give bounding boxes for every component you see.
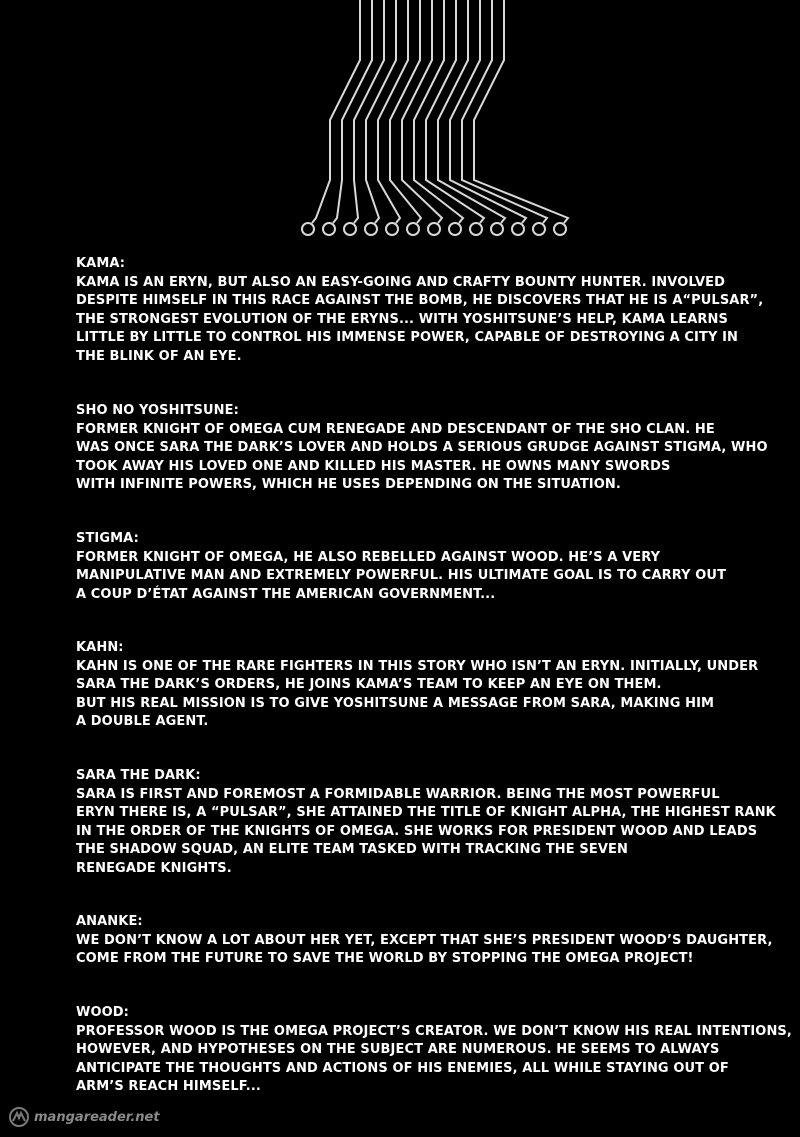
circuit-line xyxy=(474,0,568,223)
circuit-lines-graphic xyxy=(290,0,590,245)
description-line: DESPITE HIMSELF IN THIS RACE AGAINST THE BOMB, HE DISCOVERS THAT HE IS A“PULSAR”, xyxy=(76,293,764,308)
description-line: FORMER KNIGHT OF OMEGA, HE ALSO REBELLED AGAINST WOOD. HE’S A VERY xyxy=(76,549,661,565)
character-entry-wood xyxy=(76,1004,792,1097)
character-name: KAHN: xyxy=(76,640,124,655)
circuit-line xyxy=(333,0,372,223)
circuit-node xyxy=(302,223,314,235)
description-line: COME FROM THE FUTURE TO SAVE THE WORLD BY STOPPING THE OMEGA PROJECT! xyxy=(76,951,694,966)
character-name: WOOD: xyxy=(76,1005,129,1020)
description-line: TOOK AWAY HIS LOVED ONE AND KILLED HIS MASTER. HE OWNS MANY SWORDS xyxy=(76,458,671,474)
character-entry-sara-the-dark xyxy=(76,767,776,878)
description-line: ARM’S REACH HIMSELF... xyxy=(76,1079,261,1094)
description-line: THE STRONGEST EVOLUTION OF THE ERYNS... WITH YOSHITSUNE’S HELP, KAMA LEARNS xyxy=(76,311,728,327)
character-name: KAMA: xyxy=(76,256,126,271)
watermark-text: mangareader.net xyxy=(34,1109,160,1125)
description-line: HOWEVER, AND HYPOTHESES ON THE SUBJECT ARE NUMEROUS. HE SEEMS TO ALWAYS xyxy=(76,1042,720,1057)
circuit-node xyxy=(344,223,356,235)
character-name: SHO NO YOSHITSUNE: xyxy=(76,403,239,418)
description-line: ANTICIPATE THE THOUGHTS AND ACTIONS OF HIS ENEMIES, ALL WHILE STAYING OUT OF xyxy=(76,1060,729,1076)
circuit-node xyxy=(386,223,398,235)
description-line: SARA THE DARK’S ORDERS, HE JOINS KAMA’S TEAM TO KEEP AN EYE ON THEM. xyxy=(76,677,662,692)
character-name: SARA THE DARK: xyxy=(76,768,201,783)
description-line: LITTLE BY LITTLE TO CONTROL HIS IMMENSE POWER, CAPABLE OF DESTROYING A CITY IN xyxy=(76,330,739,345)
character-entry-kahn xyxy=(76,639,759,732)
description-line: ERYN THERE IS, A “PULSAR”, SHE ATTAINED THE TITLE OF KNIGHT ALPHA, THE HIGHEST RANK xyxy=(76,805,776,820)
description-line: SARA IS FIRST AND FOREMOST A FORMIDABLE WARRIOR. BEING THE MOST POWERFUL xyxy=(76,786,720,802)
circuit-node xyxy=(323,223,335,235)
mangareader-logo-icon xyxy=(8,1106,30,1128)
circuit-node xyxy=(512,223,524,235)
character-entry-sho-no-yoshitsune xyxy=(76,402,768,495)
description-line: IN THE ORDER OF THE KNIGHTS OF OMEGA. SHE WORKS FOR PRESIDENT WOOD AND LEADS xyxy=(76,823,758,839)
circuit-node xyxy=(365,223,377,235)
watermark xyxy=(8,1103,160,1131)
description-line: WAS ONCE SARA THE DARK’S LOVER AND HOLDS A SERIOUS GRUDGE AGAINST STIGMA, WHO xyxy=(76,440,768,455)
character-entry-ananke xyxy=(76,913,773,969)
circuit-node xyxy=(428,223,440,235)
description-line: A COUP D’ÉTAT AGAINST THE AMERICAN GOVERNMENT... xyxy=(76,586,496,602)
description-line: MANIPULATIVE MAN AND EXTREMELY POWERFUL. HIS ULTIMATE GOAL IS TO CARRY OUT xyxy=(76,568,727,583)
description-line: KAHN IS ONE OF THE RARE FIGHTERS IN THIS STORY WHO ISN’T AN ERYN. INITIALLY, UNDER xyxy=(76,658,759,674)
description-line: THE BLINK OF AN EYE. xyxy=(76,348,242,364)
character-name: STIGMA: xyxy=(76,531,139,546)
circuit-line xyxy=(438,0,505,223)
description-line: WITH INFINITE POWERS, WHICH HE USES DEPENDING ON THE SITUATION. xyxy=(76,477,621,492)
circuit-node xyxy=(407,223,419,235)
circuit-node xyxy=(449,223,461,235)
circuit-node xyxy=(491,223,503,235)
description-line: KAMA IS AN ERYN, BUT ALSO AN EASY-GOING AND CRAFTY BOUNTY HUNTER. INVOLVED xyxy=(76,274,726,290)
character-entry-kama xyxy=(76,255,764,366)
description-line: PROFESSOR WOOD IS THE OMEGA PROJECT’S CREATOR. WE DON’T KNOW HIS REAL INTENTIONS, xyxy=(76,1023,792,1039)
circuit-line xyxy=(378,0,408,223)
description-line: FORMER KNIGHT OF OMEGA CUM RENEGADE AND DESCENDANT OF THE SHO CLAN. HE xyxy=(76,421,715,437)
character-name: ANANKE: xyxy=(76,914,143,929)
circuit-line xyxy=(366,0,396,223)
circuit-node xyxy=(470,223,482,235)
circuit-line xyxy=(450,0,526,223)
character-entry-stigma xyxy=(76,530,756,604)
circuit-node xyxy=(533,223,545,235)
description-line: A DOUBLE AGENT. xyxy=(76,714,209,729)
circuit-node xyxy=(554,223,566,235)
description-line: RENEGADE KNIGHTS. xyxy=(76,860,232,876)
description-line: WE DON’T KNOW A LOT ABOUT HER YET, EXCEPT THAT SHE’S PRESIDENT WOOD’S DAUGHTER, xyxy=(76,932,773,948)
circuit-line xyxy=(312,0,360,223)
description-line: THE SHADOW SQUAD, AN ELITE TEAM TASKED WITH TRACKING THE SEVEN xyxy=(76,842,628,857)
description-line: BUT HIS REAL MISSION IS TO GIVE YOSHITSUNE A MESSAGE FROM SARA, MAKING HIM xyxy=(76,695,715,711)
